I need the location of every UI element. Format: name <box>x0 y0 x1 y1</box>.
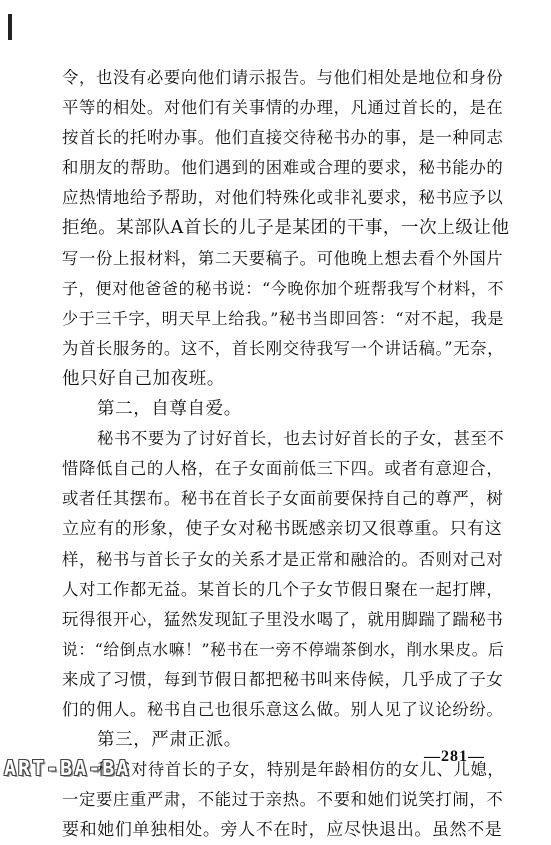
text-line: 秘书对待首长的子女，特别是年龄相仿的女儿、儿媳， <box>97 760 505 780</box>
text-line: 们的佣人。秘书自己也很乐意这么做。别人见了议论纷纷。 <box>62 699 504 719</box>
text-line: 惜降低自己的人格，在子女面前低三下四。或者有意迎合， <box>62 459 504 479</box>
text-line: 写一份上报材料，第二天要稿子。可他晚上想去看个外国片 <box>62 248 504 268</box>
text-line: 和朋友的帮助。他们遇到的困难或合理的要求，秘书能办的 <box>62 158 504 178</box>
text-line: 秘书不要为了讨好首长，也去讨好首长的子女，甚至不 <box>97 429 505 449</box>
page-edge-mark <box>8 14 12 40</box>
text-line: 他只好自己加夜班。 <box>62 368 225 389</box>
body-text <box>62 63 512 845</box>
watermark-logo: ART-BA-BA <box>4 756 131 780</box>
text-line: 人对工作都无益。某首长的几个子女节假日聚在一起打牌， <box>62 579 504 599</box>
text-line: 说：“给倒点水嘛！”秘书在一旁不停端茶倒水，削水果皮。后 <box>62 639 505 659</box>
text-line: 少于三千字，明天早上给我。”秘书当即回答：“对不起，我是 <box>62 308 504 328</box>
text-line: 令，也没有必要向他们请示报告。与他们相处是地位和身份 <box>62 68 504 87</box>
text-line: 一定要庄重严肃，不能过于亲热。不要和她们说笑打闹，不 <box>62 790 504 810</box>
text-line: 第二，自尊自爱。 <box>97 399 242 420</box>
text-line: 立应有的形象，使子女对秘书既感亲切又很尊重。只有这 <box>62 519 503 540</box>
text-line: 第三，严肃正派。 <box>97 730 242 751</box>
text-line: 应热情地给予帮助，对他们特殊化或非礼要求，秘书应予以 <box>62 188 504 208</box>
text-line: 拒绝。某部队A首长的儿子是某团的干事，一次上级让他 <box>62 218 510 239</box>
text-line: 为首长服务的。这不，首长刚交待我写一个讲话稿。”无奈， <box>62 338 505 358</box>
text-line: 子，便对他爸爸的秘书说：“今晚你加个班帮我写个材料，不 <box>62 278 505 298</box>
text-line: 或者任其摆布。秘书在首长子女面前要保持自己的尊严，树 <box>62 489 504 509</box>
text-line: 样，秘书与首长子女的关系才是正常和融洽的。否则对己对 <box>62 549 504 569</box>
text-line: 来成了习惯，每到节假日都把秘书叫来侍候，几乎成了子女 <box>62 669 504 689</box>
text-line: 平等的相处。对他们有关事情的办理，凡通过首长的，是在 <box>62 98 504 118</box>
page-number: —281— <box>424 748 485 765</box>
text-line: 玩得很开心，猛然发现缸子里没水喝了，就用脚踹了踹秘书 <box>62 609 504 629</box>
text-line: 按首长的托咐办事。他们直接交待秘书办的事，是一种同志 <box>62 128 504 148</box>
text-line: 要和她们单独相处。旁人不在时，应尽快退出。虽然不是 <box>62 820 503 841</box>
